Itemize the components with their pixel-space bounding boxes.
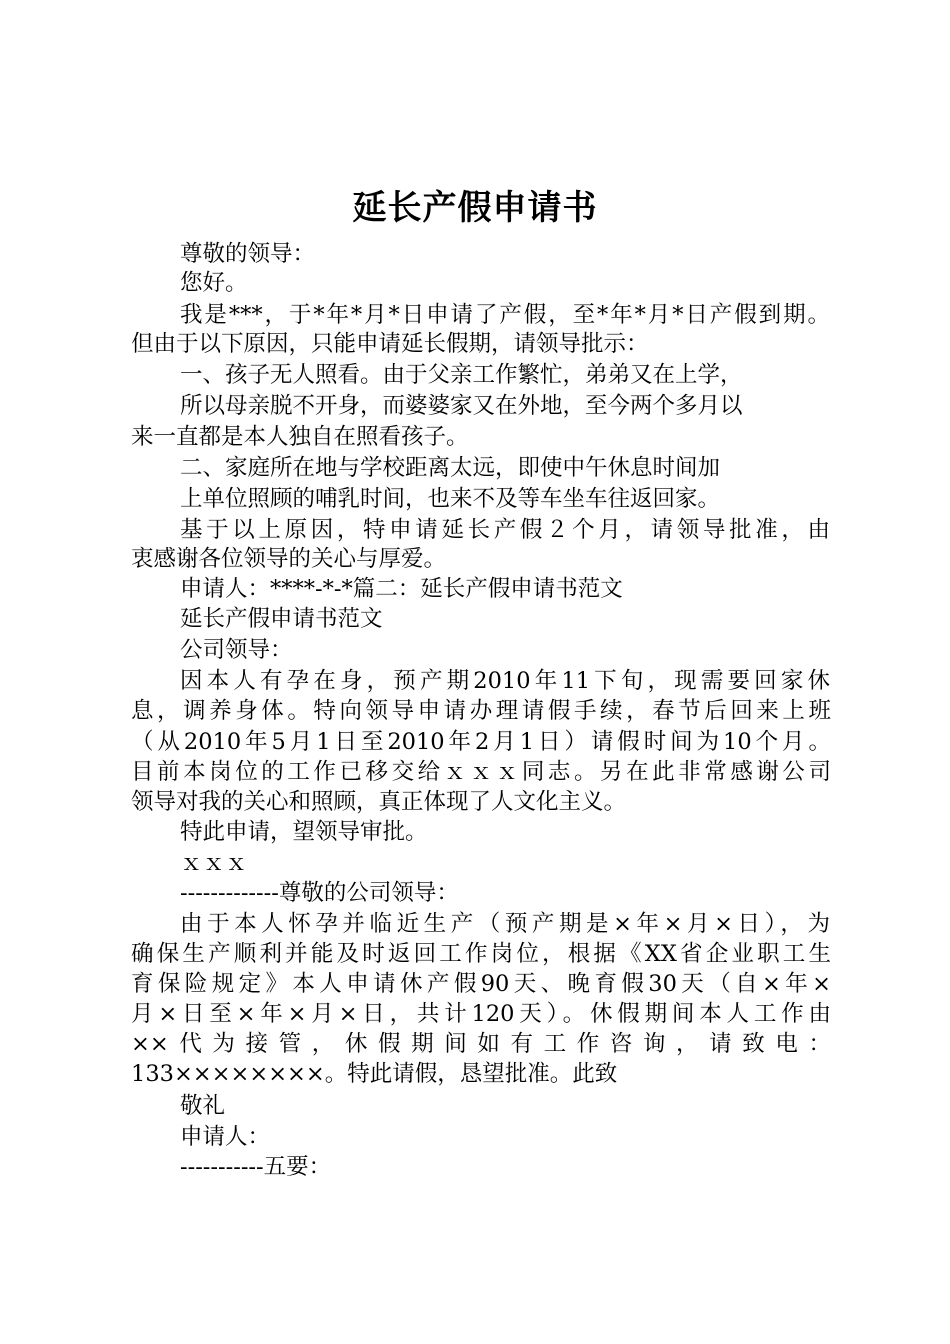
section-heading: 延长产假申请书范文 bbox=[180, 606, 383, 632]
separator-line: -----------五要： bbox=[180, 1154, 332, 1180]
closing-regards: 敬礼 bbox=[180, 1093, 226, 1119]
applicant-label: 申请人： bbox=[180, 1124, 271, 1150]
salutation: 尊敬的领导： bbox=[180, 241, 316, 267]
signature-name: ｘｘｘ bbox=[180, 850, 248, 876]
paragraph-line: 由于本人怀孕并临近生产（预产期是×年×月×日），为 bbox=[180, 911, 830, 937]
paragraph-line: 来一直都是本人独自在照看孩子。 bbox=[131, 424, 469, 450]
paragraph-line: 133××××××××。特此请假，恳望批准。此致 bbox=[131, 1061, 618, 1087]
paragraph-line: 二、家庭所在地与学校距离太远，即使中午休息时间加 bbox=[180, 455, 721, 481]
paragraph-line: 所以母亲脱不开身，而婆婆家又在外地，至今两个多月以 bbox=[180, 393, 743, 419]
paragraph-line: 一、孩子无人照看。由于父亲工作繁忙，弟弟又在上学， bbox=[180, 362, 743, 388]
paragraph-line: 息，调养身体。特向领导申请办理请假手续，春节后回来上班 bbox=[131, 698, 831, 724]
applicant-line: 申请人：****-*-*篇二：延长产假申请书范文 bbox=[180, 576, 623, 602]
paragraph-line: ××代为接管，休假期间如有工作咨询，请致电： bbox=[131, 1031, 831, 1057]
paragraph-line: 育保险规定》本人申请休产假90天、晚育假30天（自×年× bbox=[131, 971, 831, 997]
separator-salutation: -------------尊敬的公司领导： bbox=[180, 880, 459, 906]
paragraph-line: 但由于以下原因，只能申请延长假期，请领导批示： bbox=[131, 331, 649, 357]
paragraph-line: 目前本岗位的工作已移交给ｘｘｘ同志。另在此非常感谢公司 bbox=[131, 759, 831, 785]
document-title: 延长产假申请书 bbox=[352, 188, 598, 228]
paragraph-line: 上单位照顾的哺乳时间，也来不及等车坐车往返回家。 bbox=[180, 486, 721, 512]
paragraph-line: （从2010年5月1日至2010年2月1日）请假时间为10个月。 bbox=[131, 729, 831, 755]
paragraph-line: 我是***，于*年*月*日申请了产假，至*年*月*日产假到期。 bbox=[180, 302, 830, 328]
closing-line: 特此申请，望领导审批。 bbox=[180, 819, 428, 845]
paragraph-line: 月×日至×年×月×日，共计120天）。休假期间本人工作由 bbox=[131, 1001, 831, 1027]
paragraph-line: 确保生产顺利并能及时返回工作岗位，根据《XX省企业职工生 bbox=[131, 941, 831, 967]
paragraph-line: 衷感谢各位领导的关心与厚爱。 bbox=[131, 546, 447, 572]
greeting: 您好。 bbox=[180, 270, 248, 296]
paragraph-line: 领导对我的关心和照顾，真正体现了人文化主义。 bbox=[131, 789, 627, 815]
paragraph-line: 因本人有孕在身，预产期2010年11下旬，现需要回家休 bbox=[180, 668, 830, 694]
salutation: 公司领导： bbox=[180, 637, 293, 663]
paragraph-line: 基于以上原因，特申请延长产假２个月，请领导批准，由 bbox=[180, 517, 830, 543]
